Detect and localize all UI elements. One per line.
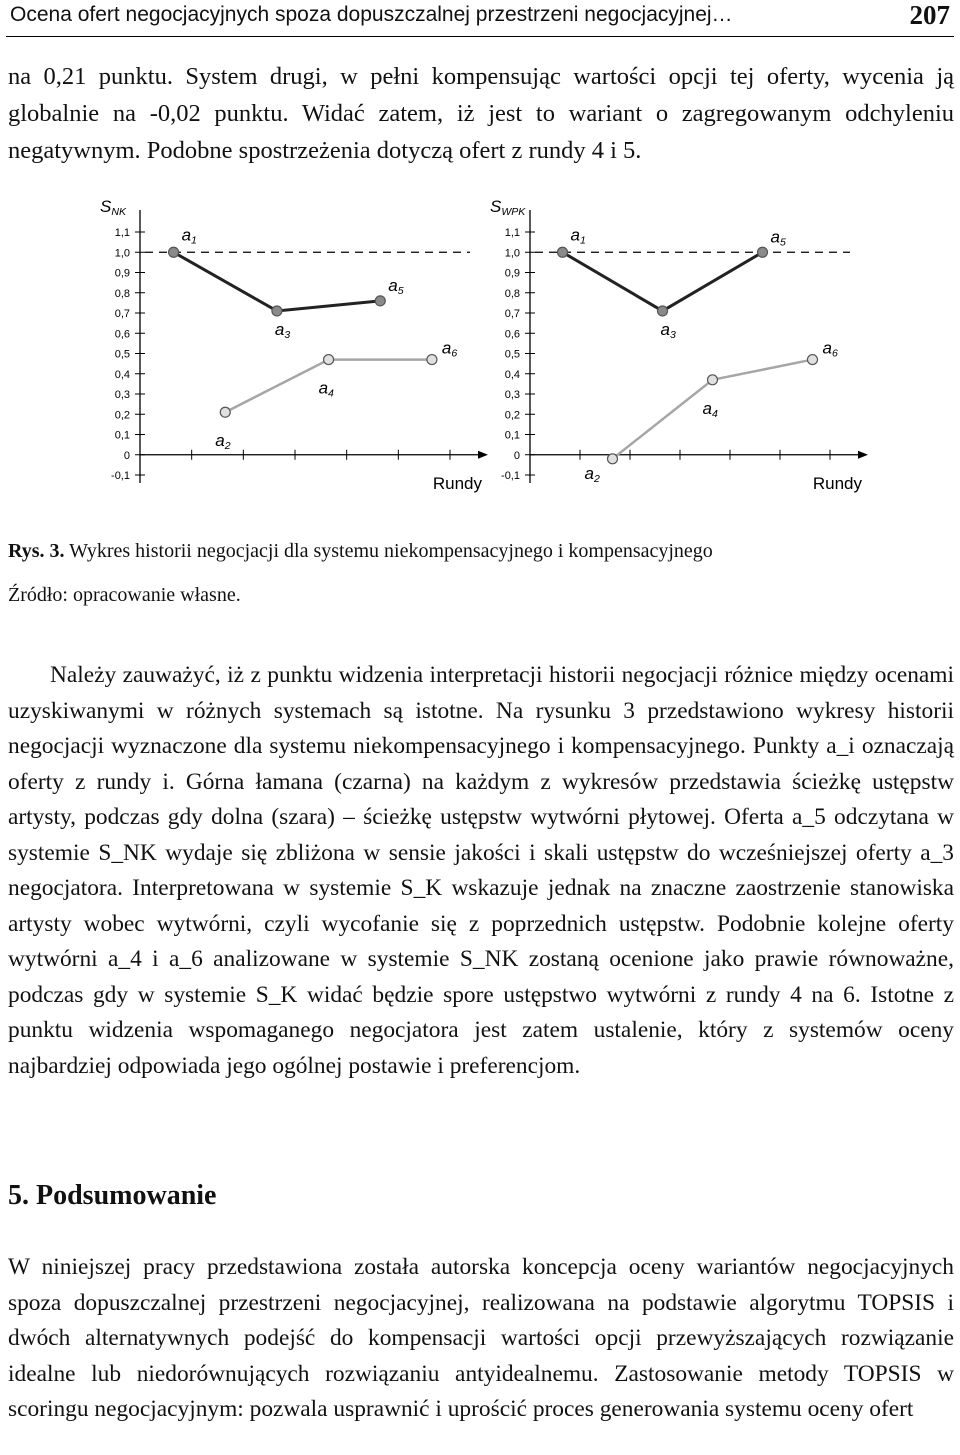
series-line <box>225 360 432 413</box>
y-tick-label: 0,2 <box>114 409 130 422</box>
y-axis-title: SNK <box>100 197 126 218</box>
data-point <box>220 407 230 417</box>
y-tick-label: 1,0 <box>114 247 130 260</box>
y-tick-label: 0,3 <box>114 389 130 401</box>
series-line <box>563 252 763 311</box>
y-tick-label: 0,6 <box>504 328 520 341</box>
point-label: a2 <box>215 431 231 453</box>
y-tick-label: 0,4 <box>114 368 130 381</box>
point-label: a6 <box>441 338 458 360</box>
y-tick-label: 0,4 <box>504 368 520 381</box>
x-axis-arrow <box>478 451 488 459</box>
point-label: a3 <box>660 319 676 341</box>
y-tick-label: 0,8 <box>114 287 130 300</box>
point-label: a1 <box>181 225 197 247</box>
body-paragraph: Należy zauważyć, iż z punktu widzenia interpretacji historii negocjacji różnice między ocenami uzyskiwanymi w różnych systemach są istotne. Na rysunku 3 przedstawiono wykresy historii negocjacji wyznaczone dla systemu niekompensacyjnego i kompensacyjnego. Punkty a_i oznaczają oferty z rundy i. Górna łamana (czarna) na każdym z wykresów przedstawia ścieżkę ustępstw artysty, podczas gdy dolna (szara) – ścieżkę ustępstw wytwórni płytowej. Oferta a_5 odczytana w systemie S_NK wydaje się zbliżona w sensie jakości i skali ustępstw do wcześniejszej oferty a_3 negocjatora. Interpretowana w systemie S_K wskazuje jednak na znaczne zaostrzenie stanowiska artysty wobec wytwórni, czyli wycofanie się z poprzednich ustępstw. Podobnie kolejne oferty wytwórni a_4 i a_6 analizowane w systemie S_NK zostaną ocenione jako prawie równoważne, podczas gdy w systemie S_K widać będzie spore ustępstwo wytwórni z rundy 4 na 6. Istotne z punktu widzenia wspomaganego negocjatora jest zatem ustalenie, który z systemów oceny najbardziej odpowiada jego ogólnej postawie i preferencjom. <box>8 662 954 1079</box>
point-label: a5 <box>770 227 786 249</box>
y-tick-label: 1,0 <box>504 247 520 260</box>
x-axis-title: Rundy <box>812 473 862 493</box>
y-tick-label: 0,5 <box>114 348 130 361</box>
y-tick-label: 0,9 <box>114 267 130 280</box>
data-point <box>375 296 385 306</box>
data-point <box>808 355 818 365</box>
y-axis-title: SWPK <box>490 197 526 218</box>
x-axis-title: Rundy <box>432 473 482 493</box>
y-tick-label: 0,9 <box>504 267 520 280</box>
point-label: a4 <box>318 378 334 400</box>
data-point <box>324 355 334 365</box>
section-heading: 5. Podsumowanie <box>8 1180 217 1211</box>
y-tick-label: -0,1 <box>111 470 130 482</box>
y-tick-label: -0,1 <box>501 470 520 482</box>
x-axis-arrow <box>858 451 868 459</box>
data-point <box>558 247 568 257</box>
running-header <box>6 0 954 37</box>
data-point <box>169 247 179 257</box>
y-tick-label: 0,7 <box>504 308 520 320</box>
data-point <box>758 247 768 257</box>
y-tick-label: 0,1 <box>504 429 520 442</box>
data-point <box>708 375 718 385</box>
point-label: a2 <box>584 463 600 485</box>
y-tick-label: 0 <box>123 449 130 462</box>
point-label: a6 <box>822 338 838 360</box>
y-tick-label: 0,3 <box>504 389 520 401</box>
negotiation-history-charts <box>0 190 960 510</box>
y-tick-label: 0,7 <box>114 308 130 320</box>
y-tick-label: 0,2 <box>504 409 520 422</box>
page-number: 207 <box>909 0 950 30</box>
data-point <box>658 306 668 316</box>
y-tick-label: 0,1 <box>114 429 130 442</box>
data-point <box>272 306 282 316</box>
intro-paragraph: na 0,21 punktu. System drugi, w pełni kompensując wartości opcji tej oferty, wycenia ją globalnie na -0,02 punktu. Widać zatem, iż jest to wariant o zagregowanym odchyleniu negatywnym. Podobne spostrzeżenia dotyczą ofert z rundy 4 i 5. <box>8 63 954 164</box>
point-label: a5 <box>388 275 404 297</box>
data-point <box>427 355 437 365</box>
y-tick-label: 1,1 <box>114 227 130 239</box>
summary-paragraph: W niniejszej pracy przedstawiona została autorska koncepcja oceny wariantów negocjacyjnych spoza dopuszczalnej przestrzeni negocjacyjnej, realizowana na podstawie algorytmu TOPSIS i dwóch alternatywnych podejść do kompensacji wartości opcji przewyższających rozwiązanie idealne lub niedorównujących rozwiązaniu antyidealnemu. Zastosowanie metody TOPSIS w scoringu negocjacyjnym: pozwala usprawnić i uprościć proces generowania systemu oceny ofert <box>8 1254 954 1422</box>
figure-caption-label: Rys. 3. <box>8 540 65 562</box>
data-point <box>608 454 618 464</box>
series-line <box>174 252 381 311</box>
point-label: a1 <box>570 225 586 247</box>
y-tick-label: 0,6 <box>114 328 130 341</box>
y-tick-label: 0,8 <box>504 287 520 300</box>
y-tick-label: 0 <box>513 449 520 462</box>
running-title: Ocena ofert negocjacyjnych spoza dopuszczalnej przestrzeni negocjacyjnej… <box>10 3 733 26</box>
point-label: a4 <box>702 398 718 420</box>
y-tick-label: 0,5 <box>504 348 520 361</box>
figure-source: Źródło: opracowanie własne. <box>8 584 241 606</box>
figure-caption <box>8 540 713 563</box>
point-label: a3 <box>274 319 291 341</box>
figure-charts <box>0 190 960 510</box>
y-tick-label: 1,1 <box>504 227 520 239</box>
figure-caption-text: Wykres historii negocjacji dla systemu niekompensacyjnego i kompensacyjnego <box>69 540 713 562</box>
